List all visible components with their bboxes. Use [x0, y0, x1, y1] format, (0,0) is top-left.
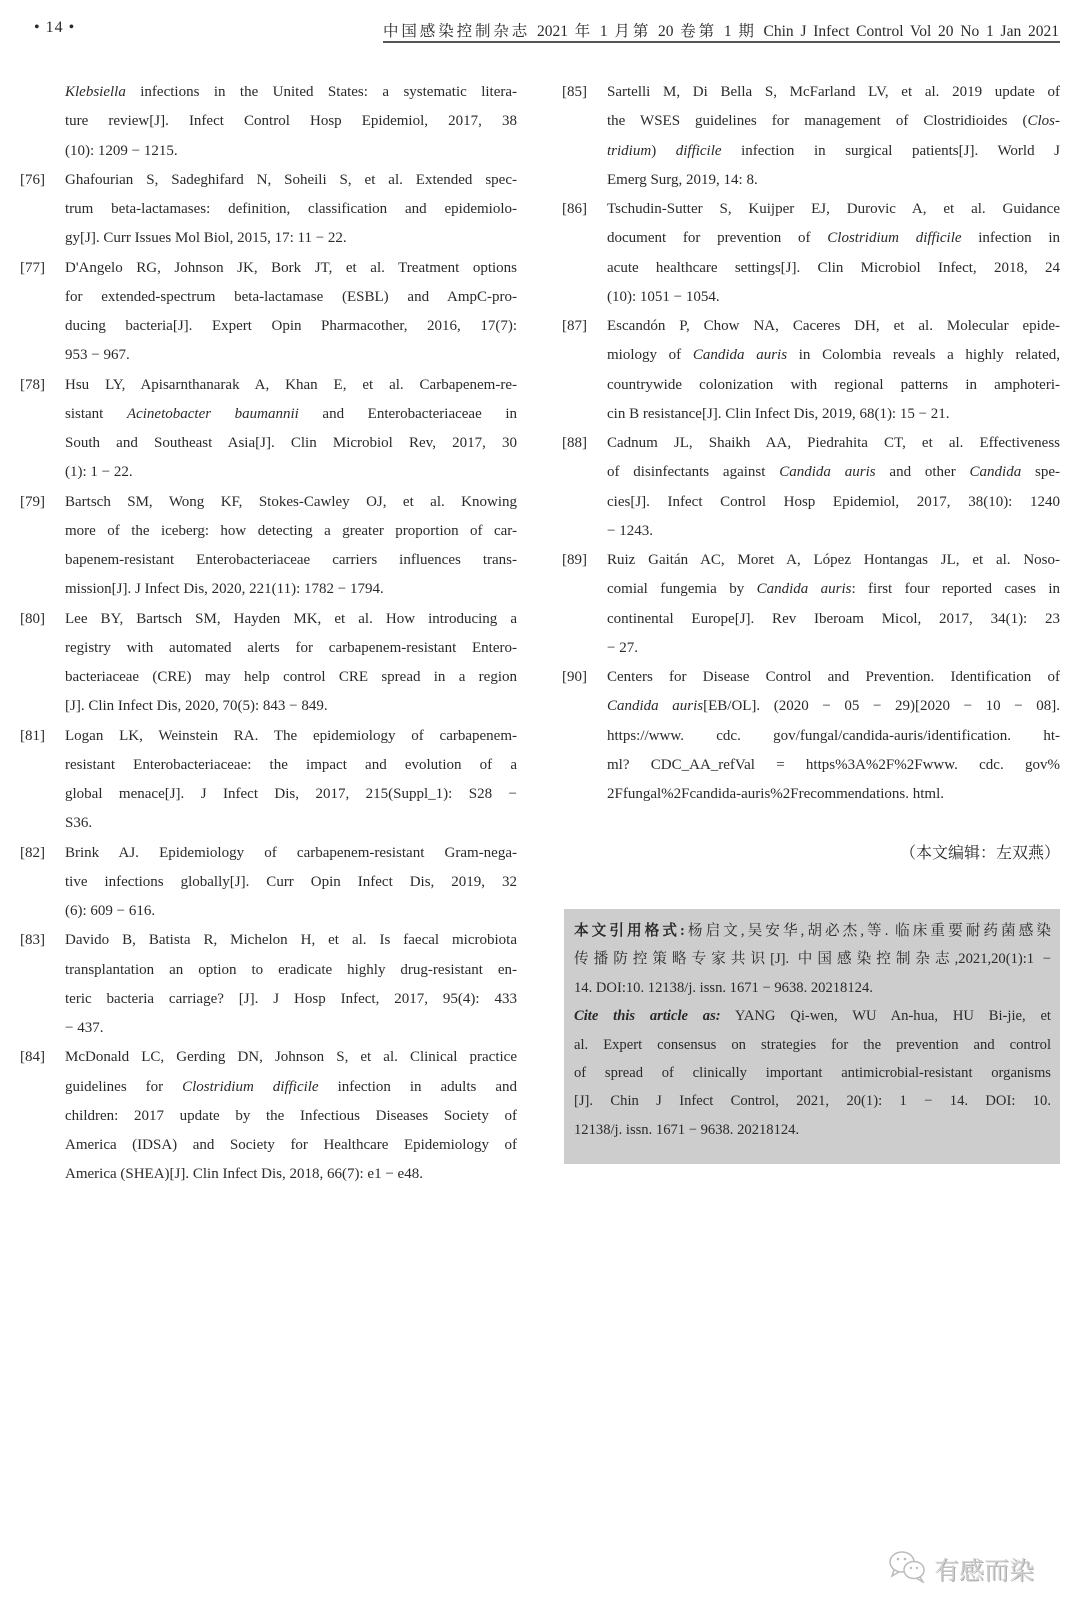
reference-number: [87]: [562, 318, 587, 334]
text-segment: sistant: [65, 405, 127, 422]
text-line: [574, 917, 1051, 945]
text-segment: 12138/j. issn. 1671 − 9638. 20218124.: [574, 1121, 800, 1138]
text-line: [65, 195, 517, 224]
wechat-icon: [888, 1549, 928, 1588]
text-line: [65, 839, 517, 868]
text-segment: acute healthcare settings[J]. Clin Microbiol Infect, 2018, 24: [607, 259, 1060, 276]
reference-number: [90]: [562, 669, 587, 685]
text-segment: infection in adults and: [318, 1078, 517, 1095]
text-segment: bacteriaceae (CRE) may help control CRE spread in a region: [65, 669, 517, 685]
text-line: [65, 312, 517, 341]
text-segment: Emerg Surg, 2019, 14: 8.: [607, 171, 758, 188]
text-line: [65, 458, 517, 487]
text-segment: South and Southeast Asia[J]. Clin Microbiol Rev, 2017, 30: [65, 435, 517, 451]
references-right-column: [562, 78, 1060, 809]
reference-entry: [20, 926, 517, 1043]
text-segment: Cadnum JL, Shaikh AA, Piedrahita CT, et al. Effectiveness: [607, 435, 1060, 451]
text-segment: infection in: [961, 230, 1060, 247]
text-line: [607, 341, 1060, 370]
text-line: [607, 546, 1060, 575]
text-segment: transplantation an option to eradicate highly drug-resistant en-: [65, 961, 517, 978]
text-segment: trum beta-lactamases: definition, classification and epidemiolo-: [65, 201, 517, 217]
citation-box: [564, 909, 1060, 1164]
text-segment: ): [651, 142, 676, 159]
text-line: [607, 692, 1060, 721]
text-segment: children: 2017 update by the Infectious Diseases Society of: [65, 1107, 517, 1124]
watermark-text: 有感而染: [934, 1555, 1035, 1585]
text-segment: bapenem-resistant Enterobacteriaceae carriers influences trans-: [65, 552, 517, 568]
text-segment: − 437.: [65, 1020, 104, 1036]
reference-number: [80]: [20, 610, 45, 627]
reference-entry: [562, 663, 1060, 809]
reference-entry: [20, 605, 517, 722]
text-segment: and other: [875, 464, 970, 481]
text-line: [65, 107, 517, 136]
text-line: [65, 605, 517, 634]
text-segment: America (IDSA) and Society for Healthcare Epidemiology of: [65, 1137, 517, 1153]
text-line: [65, 224, 517, 253]
text-line: [607, 780, 1060, 809]
text-segment: [J]. Chin J Infect Control, 2021, 20(1): 1 − 14. DOI: 10.: [574, 1093, 1051, 1110]
reference-entry: [562, 546, 1060, 663]
text-line: [65, 1131, 517, 1160]
text-line: [65, 692, 517, 721]
text-segment: global menace[J]. J Infect Dis, 2017, 215(Suppl_1): S28 −: [65, 786, 517, 802]
emphasis-text: Candida auris: [607, 698, 704, 715]
reference-number: [77]: [20, 259, 45, 276]
text-segment: teric bacteria carriage? [J]. J Hosp Infect, 2017, 95(4): 433: [65, 990, 517, 1007]
text-line: [607, 751, 1060, 780]
text-segment: 14. DOI:10. 12138/j. issn. 1671 − 9638. 20218124.: [574, 979, 873, 996]
text-segment: registry with automated alerts for carbapenem-resistant Entero-: [65, 639, 517, 656]
text-segment: cies[J]. Infect Control Hosp Epidemiol, 2017, 38(10): 1240: [607, 493, 1060, 510]
text-line: [607, 195, 1060, 224]
text-segment: infections in the United States: a systematic litera-: [125, 84, 517, 100]
text-line: [607, 78, 1060, 107]
text-segment: Tschudin-Sutter S, Kuijper EJ, Durovic A, et al. Guidance: [607, 201, 1060, 217]
text-line: [65, 751, 517, 780]
text-segment: document for prevention of: [607, 230, 828, 247]
text-line: [574, 945, 1051, 973]
text-line: [65, 634, 517, 663]
text-line: [65, 1043, 517, 1072]
running-header: 中国感染控制杂志 2021 年 1 月第 20 卷第 1 期 Chin J Infect Control Vol 20 No 1 Jan 2021: [383, 23, 1059, 40]
text-line: [574, 1002, 1051, 1030]
text-line: [65, 254, 517, 283]
text-segment: for extended-spectrum beta-lactamase (ESBL) and AmpC-pro-: [65, 288, 517, 305]
reference-entry: [20, 371, 517, 488]
text-segment: (6): 609 − 616.: [65, 903, 156, 919]
reference-entry: [562, 78, 1060, 195]
text-segment: Ruiz Gaitán AC, Moret A, López Hontangas JL, et al. Noso-: [607, 552, 1060, 568]
text-line: [607, 458, 1060, 487]
emphasis-text: Clos-: [1027, 113, 1060, 130]
text-segment: ducing bacteria[J]. Expert Opin Pharmacother, 2016, 17(7):: [65, 318, 517, 334]
text-segment: : first four reported cases in: [851, 581, 1061, 598]
text-line: [65, 517, 517, 546]
editor-note: （本文编辑：左双燕）: [899, 843, 1060, 862]
emphasis-text: Candida auris: [779, 464, 876, 481]
text-segment: and Enterobacteriaceae in: [298, 405, 517, 422]
text-segment: ture review[J]. Infect Control Hosp Epidemiol, 2017, 38: [65, 113, 517, 130]
text-segment: [EB/OL]. (2020 − 05 − 29)[2020 − 10 − 08].: [703, 698, 1061, 715]
text-segment: ml? CDC_AA_refVal = https%3A%2F%2Fwww. cdc. gov%: [607, 756, 1060, 773]
references-left-column: [20, 78, 517, 1190]
text-line: [574, 1031, 1051, 1059]
emphasis-text: Clostridium difficile: [827, 230, 962, 247]
text-segment: (10): 1051 − 1054.: [607, 288, 720, 305]
text-segment: [J]. Clin Infect Dis, 2020, 70(5): 843 − 849.: [65, 698, 328, 715]
text-segment: Centers for Disease Control and Prevention. Identification of: [607, 669, 1060, 685]
reference-entry: [20, 1043, 517, 1189]
reference-number: [83]: [20, 932, 45, 949]
text-segment: of disinfectants against: [607, 464, 780, 481]
text-segment: of spread of clinically important antimicrobial-resistant organisms: [574, 1064, 1051, 1081]
emphasis-text: Clostridium difficile: [182, 1078, 319, 1095]
reference-number: [76]: [20, 171, 45, 188]
text-line: [65, 956, 517, 985]
text-segment: S36.: [65, 815, 93, 832]
text-line: [607, 634, 1060, 663]
text-line: [607, 283, 1060, 312]
text-segment: 2Ffungal%2Fcandida-auris%2Frecommendations. html.: [607, 786, 945, 802]
reference-number: [79]: [20, 493, 45, 510]
text-segment: YANG Qi-wen, WU An-hua, HU Bi-jie, et: [720, 1008, 1051, 1025]
reference-entry: [20, 254, 517, 371]
text-line: [607, 166, 1060, 195]
text-line: [65, 897, 517, 926]
text-line: [65, 341, 517, 370]
text-line: [65, 429, 517, 458]
text-line: [607, 517, 1060, 546]
text-line: [65, 1014, 517, 1043]
watermark: [888, 1549, 1034, 1588]
text-line: [65, 400, 517, 429]
text-segment: Davido B, Batista R, Michelon H, et al. Is faecal microbiota: [65, 932, 517, 949]
text-line: [607, 137, 1060, 166]
reference-entry: [20, 722, 517, 839]
emphasis-text: tridium: [607, 142, 652, 159]
emphasis-text: Klebsiella: [65, 84, 126, 100]
text-line: [607, 107, 1060, 136]
text-segment: 杨启文,吴安华,胡必杰,等. 临床重要耐药菌感染: [684, 923, 1051, 939]
text-segment: the WSES guidelines for management of Clostridioides (: [607, 113, 1028, 130]
text-line: [65, 575, 517, 604]
text-line: [607, 722, 1060, 751]
text-segment: D'Angelo RG, Johnson JK, Bork JT, et al. Treatment options: [65, 259, 517, 276]
text-segment: (10): 1209 − 1215.: [65, 142, 178, 159]
reference-entry: [562, 429, 1060, 546]
text-line: [65, 809, 517, 838]
text-line: [607, 488, 1060, 517]
reference-number: [78]: [20, 376, 45, 393]
text-segment: Escandón P, Chow NA, Caceres DH, et al. Molecular epide-: [607, 318, 1060, 334]
text-line: [607, 605, 1060, 634]
text-segment: Logan LK, Weinstein RA. The epidemiology of carbapenem-: [65, 727, 517, 744]
text-segment: infection in surgical patients[J]. World J: [721, 142, 1060, 159]
text-line: [65, 137, 517, 166]
text-line: [65, 985, 517, 1014]
text-line: [607, 224, 1060, 253]
text-segment: Brink AJ. Epidemiology of carbapenem-resistant Gram-nega-: [65, 844, 517, 861]
emphasis-text: Cite this article as:: [574, 1008, 721, 1025]
text-line: [65, 663, 517, 692]
text-line: [607, 254, 1060, 283]
text-line: [65, 166, 517, 195]
text-segment: al. Expert consensus on strategies for the prevention and control: [574, 1036, 1051, 1053]
header-rule: [383, 41, 1060, 43]
text-segment: Ghafourian S, Sadeghifard N, Soheili S, et al. Extended spec-: [65, 171, 517, 188]
text-segment: Lee BY, Bartsch SM, Hayden MK, et al. How introducing a: [65, 610, 517, 627]
reference-number: [81]: [20, 727, 45, 744]
text-line: [607, 400, 1060, 429]
text-line: [65, 283, 517, 312]
text-line: [65, 546, 517, 575]
reference-number: [86]: [562, 201, 587, 217]
text-segment: America (SHEA)[J]. Clin Infect Dis, 2018, 66(7): e1 − e48.: [65, 1166, 423, 1183]
text-segment: https://www. cdc. gov/fungal/candida-auris/identification. ht-: [607, 727, 1060, 744]
text-segment: continental Europe[J]. Rev Iberoam Micol, 2017, 34(1): 23: [607, 610, 1060, 627]
reference-number: [82]: [20, 844, 45, 861]
text-line: [607, 429, 1060, 458]
text-line: [65, 1102, 517, 1131]
emphasis-text: Candida auris: [756, 581, 852, 598]
text-segment: resistant Enterobacteriaceae: the impact and evolution of a: [65, 756, 517, 773]
text-line: [65, 1073, 517, 1102]
reference-number: [88]: [562, 435, 587, 451]
reference-number: [85]: [562, 84, 587, 100]
text-segment: Bartsch SM, Wong KF, Stokes-Cawley OJ, et al. Knowing: [65, 493, 517, 510]
reference-entry: [562, 195, 1060, 312]
text-line: [65, 488, 517, 517]
text-segment: guidelines for: [65, 1078, 183, 1095]
reference-entry: [20, 488, 517, 605]
text-segment: more of the iceberg: how detecting a greater proportion of car-: [65, 522, 517, 539]
text-line: [65, 371, 517, 400]
emphasis-text: difficile: [675, 142, 722, 159]
emphasis-text: Candida: [969, 464, 1022, 481]
text-segment: McDonald LC, Gerding DN, Johnson S, et al. Clinical practice: [65, 1049, 517, 1066]
text-line: [607, 663, 1060, 692]
text-line: [65, 1160, 517, 1189]
text-line: [607, 371, 1060, 400]
reference-entry: [20, 78, 517, 166]
page-number: • 14 •: [34, 19, 76, 36]
reference-number: [89]: [562, 552, 587, 568]
text-segment: countrywide colonization with regional patterns in amphoteri-: [607, 376, 1060, 393]
text-line: [65, 780, 517, 809]
reference-number: [84]: [20, 1049, 45, 1066]
text-segment: (1): 1 − 22.: [65, 464, 133, 481]
text-segment: tive infections globally[J]. Curr Opin Infect Dis, 2019, 32: [65, 873, 517, 890]
text-line: [607, 312, 1060, 341]
text-segment: comial fungemia by: [607, 581, 757, 598]
text-line: [65, 722, 517, 751]
text-segment: in Colombia reveals a highly related,: [787, 347, 1060, 364]
reference-entry: [20, 839, 517, 927]
text-segment: gy[J]. Curr Issues Mol Biol, 2015, 17: 11 − 22.: [65, 230, 347, 247]
text-segment: Sartelli M, Di Bella S, McFarland LV, et al. 2019 update of: [607, 84, 1060, 100]
text-line: [574, 1059, 1051, 1087]
emphasis-text: 本文引用格式:: [574, 923, 685, 939]
reference-entry: [562, 312, 1060, 429]
text-segment: spe-: [1021, 464, 1061, 481]
text-line: [574, 1116, 1051, 1144]
text-segment: − 27.: [607, 639, 638, 656]
text-segment: − 1243.: [607, 522, 653, 539]
text-segment: miology of: [607, 347, 693, 364]
emphasis-text: Acinetobacter baumannii: [126, 405, 299, 422]
text-line: [65, 78, 517, 107]
text-segment: 传播防控策略专家共识[J]. 中国感染控制杂志,2021,20(1):1 −: [574, 951, 1051, 968]
text-segment: Hsu LY, Apisarnthanarak A, Khan E, et al. Carbapenem-re-: [65, 376, 517, 393]
text-line: [574, 1087, 1051, 1115]
text-segment: mission[J]. J Infect Dis, 2020, 221(11): 1782 − 1794.: [65, 581, 384, 598]
reference-entry: [20, 166, 517, 254]
text-line: [65, 868, 517, 897]
text-segment: cin B resistance[J]. Clin Infect Dis, 2019, 68(1): 15 − 21.: [607, 405, 950, 422]
text-line: [607, 575, 1060, 604]
text-line: [65, 926, 517, 955]
emphasis-text: Candida auris: [692, 347, 788, 364]
text-segment: 953 − 967.: [65, 347, 130, 364]
text-line: [574, 974, 1051, 1002]
